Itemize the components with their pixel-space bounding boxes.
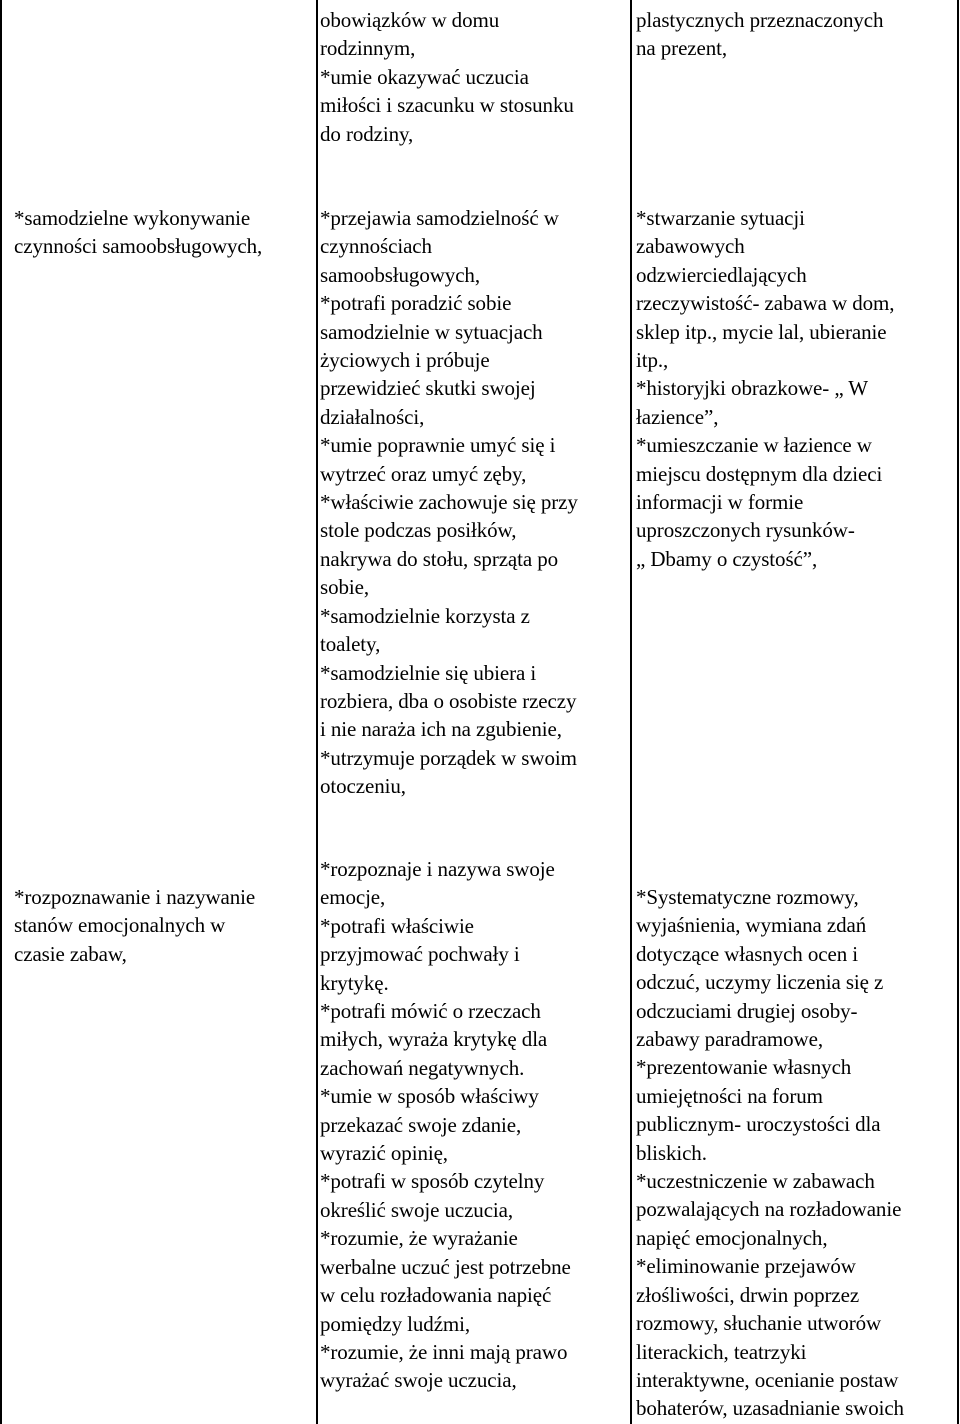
table-cell-activities: *Systematyczne rozmowy, wyjaśnienia, wymiana zdań dotyczące własnych ocen i odczuć, uczymy liczenia się z odczuciami drugiej osoby- zabawy paradramowe, *prezentowanie własnych umiejętności na forum publicznym- uroczystości dla bliskich. *uczestniczenie w zabawach pozwalających na rozładowanie napięć emocjonalnych, *eliminowanie przejawów złośliwości, drwin poprzez rozmowy, słuchanie utworów literackich, teatrzyki interaktywne, ocenianie postaw bohaterów, uzasadnianie swoich	[636, 885, 904, 1421]
table-cell-activities: plastycznych przeznaczonych na prezent,	[636, 8, 884, 61]
table-cell-outcomes: *przejawia samodzielność w czynnościach samoobsługowych, *potrafi poradzić sobie samodzielnie w sytuacjach życiowych i próbuje przewidzieć skutki swojej działalności, *umie poprawnie umyć się i wytrzeć oraz umyć zęby, *właściwie zachowuje się przy stole podczas posiłków, nakrywa do stołu, sprząta po sobie, *samodzielnie korzysta z toalety, *samodzielnie się ubiera i rozbiera, dba o osobiste rzeczy i nie naraża ich na zgubienie, *utrzymuje porządek w swoim otoczeniu,	[320, 206, 578, 799]
table-divider-col2	[630, 0, 632, 1424]
table-border-right	[957, 0, 959, 1424]
table-cell-area: *samodzielne wykonywanie czynności samoobsługowych,	[14, 206, 263, 259]
table-divider-col1	[316, 0, 318, 1424]
table-cell-outcomes: *rozpoznaje i nazywa swoje emocje, *potrafi właściwie przyjmować pochwały i krytykę. *potrafi mówić o rzeczach miłych, wyraża krytykę dla zachowań negatywnych. *umie w sposób właściwy przekazać swoje zdanie, wyrazić opinię, *potrafi w sposób czytelny określić swoje uczucia, *rozumie, że wyrażanie werbalne uczuć jest potrzebne w celu rozładowania napięć pomiędzy ludźmi, *rozumie, że inni mają prawo wyrażać swoje uczucia,	[320, 857, 571, 1393]
table-border-left	[0, 0, 2, 1424]
table-cell-outcomes: obowiązków w domu rodzinnym, *umie okazywać uczucia miłości i szacunku w stosunku do rodziny,	[320, 8, 574, 146]
table-cell-activities: *stwarzanie sytuacji zabawowych odzwierciedlających rzeczywistość- zabawa w dom, sklep itp., mycie lal, ubieranie itp., *historyjki obrazkowe- „ W łazience”, *umieszczanie w łazience w miejscu dostępnym dla dzieci informacji w formie uproszczonych rysunków- „ Dbamy o czystość”,	[636, 206, 895, 571]
table-cell-area: *rozpoznawanie i nazywanie stanów emocjonalnych w czasie zabaw,	[14, 885, 256, 966]
